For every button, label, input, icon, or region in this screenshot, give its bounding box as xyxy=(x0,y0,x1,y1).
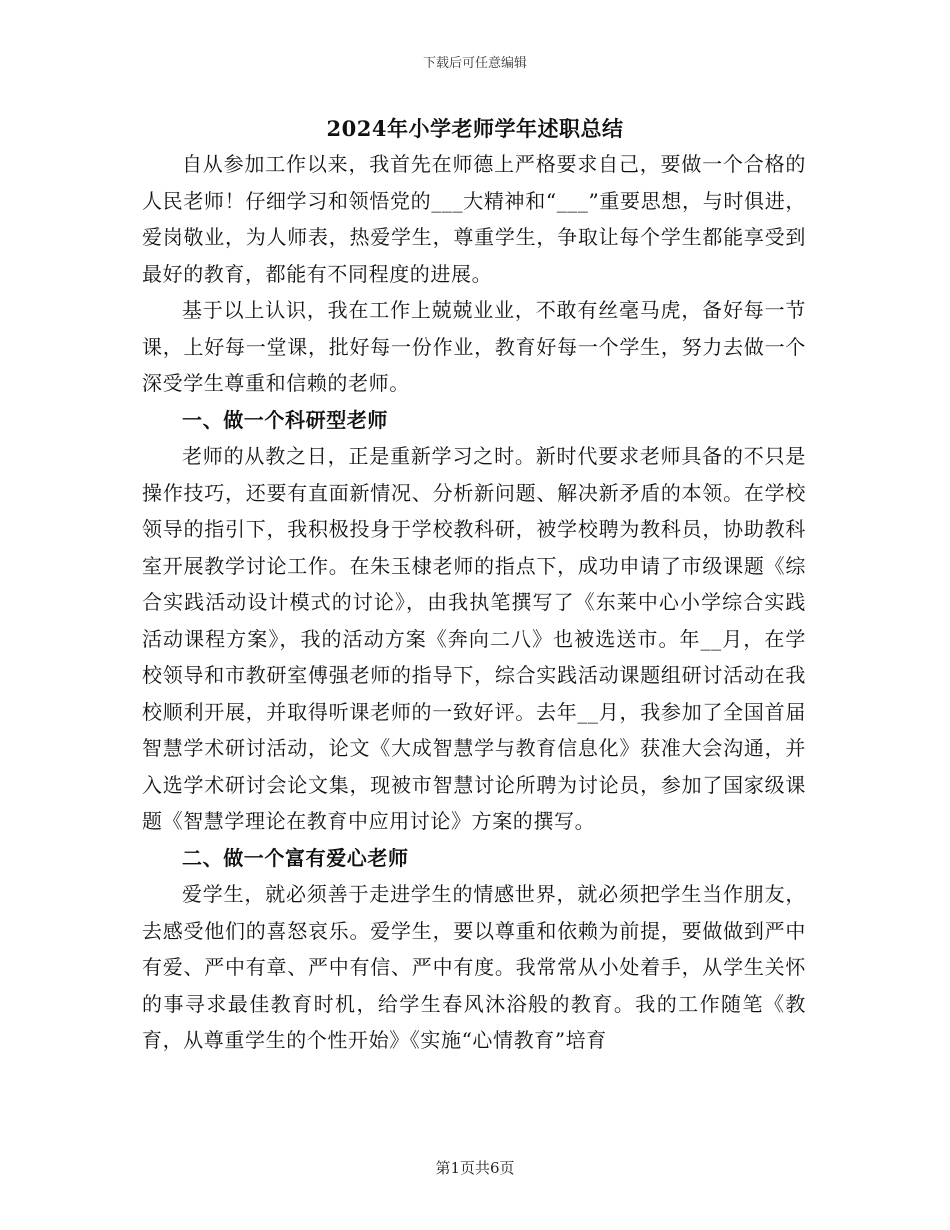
header-note: 下载后可任意编辑 xyxy=(422,56,527,71)
paragraph-research: 老师的从教之日，正是重新学习之时。新时代要求老师具备的不只是操作技巧，还要有直面新情况、分析新问题、解决新矛盾的本领。在学校领导的指引下，我积极投身于学校教科研，被学校聘为教科员，协助教科室开展教学讨论工作。在朱玉棣老师的指点下，成功申请了市级课题《综合实践活动设计模式的讨论》，由我执笔撰写了《东莱中心小学综合实践活动课程方案》，我的活动方案《奔向二八》也被选送市。年__月，在学校领导和市教研室傅强老师的指导下，综合实践活动课题组研讨活动在我校顺利开展，并取得听课老师的一致好评。去年__月，我参加了全国首届智慧学术研讨活动，论文《大成智慧学与教育信息化》获准大会沟通，并入选学术研讨会论文集，现被市智慧讨论所聘为讨论员，参加了国家级课题《智慧学理论在教育中应用讨论》方案的撰写。 xyxy=(142,444,806,833)
paragraph-care: 爱学生，就必须善于走进学生的情感世界，就必须把学生当作朋友，去感受他们的喜怒哀乐。爱学生，要以尊重和依赖为前提，要做做到严中有爱、严中有章、严中有信、严中有度。我常常从小处着手，从学生关怀的事寻求最佳教育时机，给学生春风沐浴般的教育。我的工作随笔《教育，从尊重学生的个性开始》《实施“心情教育”培育 xyxy=(142,882,806,1052)
page-number-footer: 第1页共6页 xyxy=(435,1159,515,1177)
section-heading-research: 一、做一个科研型老师 xyxy=(182,407,388,432)
paragraph-intro: 自从参加工作以来，我首先在师德上严格要求自己，要做一个合格的人民老师！仔细学习和领悟党的___大精神和“___”重要思想，与时俱进，爱岗敬业，为人师表，热爱学生，尊重学生，争取让每个学生都能享受到最好的教育，都能有不同程度的进展。 xyxy=(142,152,806,286)
document-body xyxy=(142,146,806,1059)
document-title: 2024年小学老师学年述职总结 xyxy=(326,116,624,141)
paragraph-attitude: 基于以上认识，我在工作上兢兢业业，不敢有丝毫马虎，备好每一节课，上好每一堂课，批好每一份作业，教育好每一个学生，努力去做一个深受学生尊重和信赖的老师。 xyxy=(142,298,806,395)
section-heading-care: 二、做一个富有爱心老师 xyxy=(182,845,409,870)
